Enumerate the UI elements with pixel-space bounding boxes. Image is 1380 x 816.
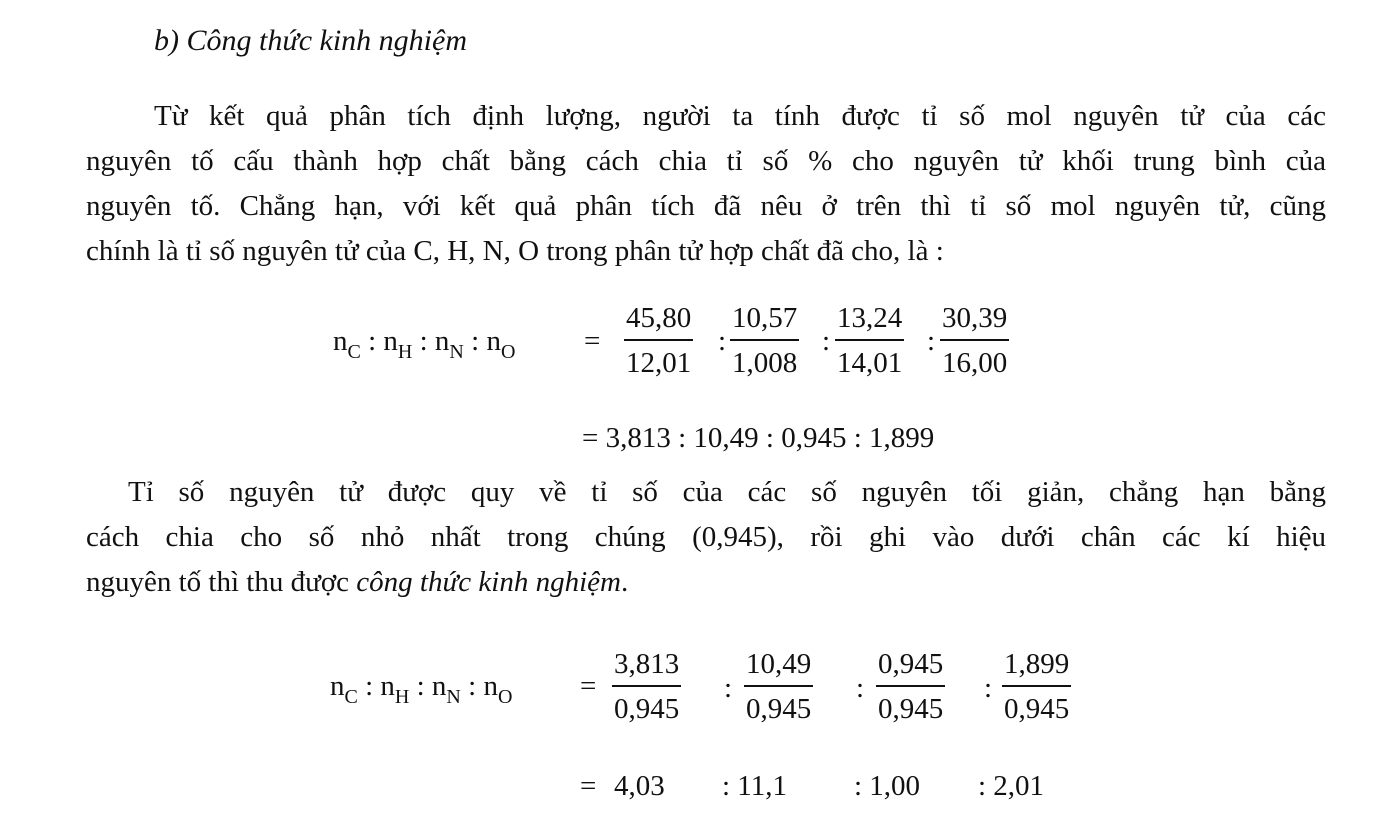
fraction: $\frac{3,813}{0,945}$ [614, 648, 680, 725]
paragraph-line: chính là tỉ số nguyên tử của C, H, N, O trong phân tử hợp chất đã cho, là : [86, 235, 944, 267]
fraction: $\frac{10,49}{0,945}$ [746, 648, 812, 725]
ratio-colon: : [927, 325, 936, 357]
ratio-colon: : [856, 672, 865, 704]
paragraph-1 [86, 94, 1326, 274]
ratio-colon: : [724, 672, 733, 704]
italic-term: công thức kinh nghiệm [356, 566, 621, 598]
ratio-colon: : [718, 325, 727, 357]
equation-result-value: : 2,01 [978, 770, 1045, 802]
equals-sign: = [580, 670, 597, 702]
ratio-colon: : [822, 325, 831, 357]
paragraph-line: Từ kết quả phân tích định lượng, người ta tính được tỉ số mol nguyên tử của các [154, 100, 1326, 132]
section-heading: b) Công thức kinh nghiệm [154, 24, 467, 57]
ratio-colon: : [984, 672, 993, 704]
paragraph-2 [86, 470, 1326, 605]
equals-sign: = [584, 325, 601, 357]
fraction: $\frac{0,945}{0,945}$ [878, 648, 944, 725]
equation-lhs: $n_C$ : $n_H$ : $n_N$ : $n_O$ [330, 670, 513, 708]
equation-result-value: : 1,00 [854, 770, 921, 802]
paragraph-line: nguyên tố cấu thành hợp chất bằng cách chia tỉ số % cho nguyên tử khối trung bình của [86, 145, 1326, 177]
paragraph-line: nguyên tố. Chẳng hạn, với kết quả phân tích đã nêu ở trên thì tỉ số mol nguyên tử, cũng [86, 190, 1326, 222]
fraction: $\frac{13,24}{14,01}$ [837, 302, 903, 379]
equation-result: = 3,813 : 10,49 : 0,945 : 1,899 [582, 422, 935, 454]
fraction: $\frac{45,80}{12,01}$ [626, 302, 692, 379]
fraction: $\frac{1,899}{0,945}$ [1004, 648, 1070, 725]
equation-result-value: 4,03 [614, 770, 665, 802]
equation-result-value: : 11,1 [722, 770, 787, 802]
equation-result-equals: = [580, 770, 597, 802]
paragraph-line: nguyên tố thì thu được công thức kinh nghiệm. [86, 566, 629, 598]
paragraph-line: Tỉ số nguyên tử được quy về tỉ số của các số nguyên tối giản, chẳng hạn bằng [128, 476, 1326, 508]
fraction: $\frac{30,39}{16,00}$ [942, 302, 1008, 379]
paragraph-line: cách chia cho số nhỏ nhất trong chúng (0,945), rồi ghi vào dưới chân các kí hiệu [86, 521, 1326, 553]
equation-lhs: $n_C$ : $n_H$ : $n_N$ : $n_O$ [333, 325, 516, 363]
fraction: $\frac{10,57}{1,008}$ [732, 302, 798, 379]
